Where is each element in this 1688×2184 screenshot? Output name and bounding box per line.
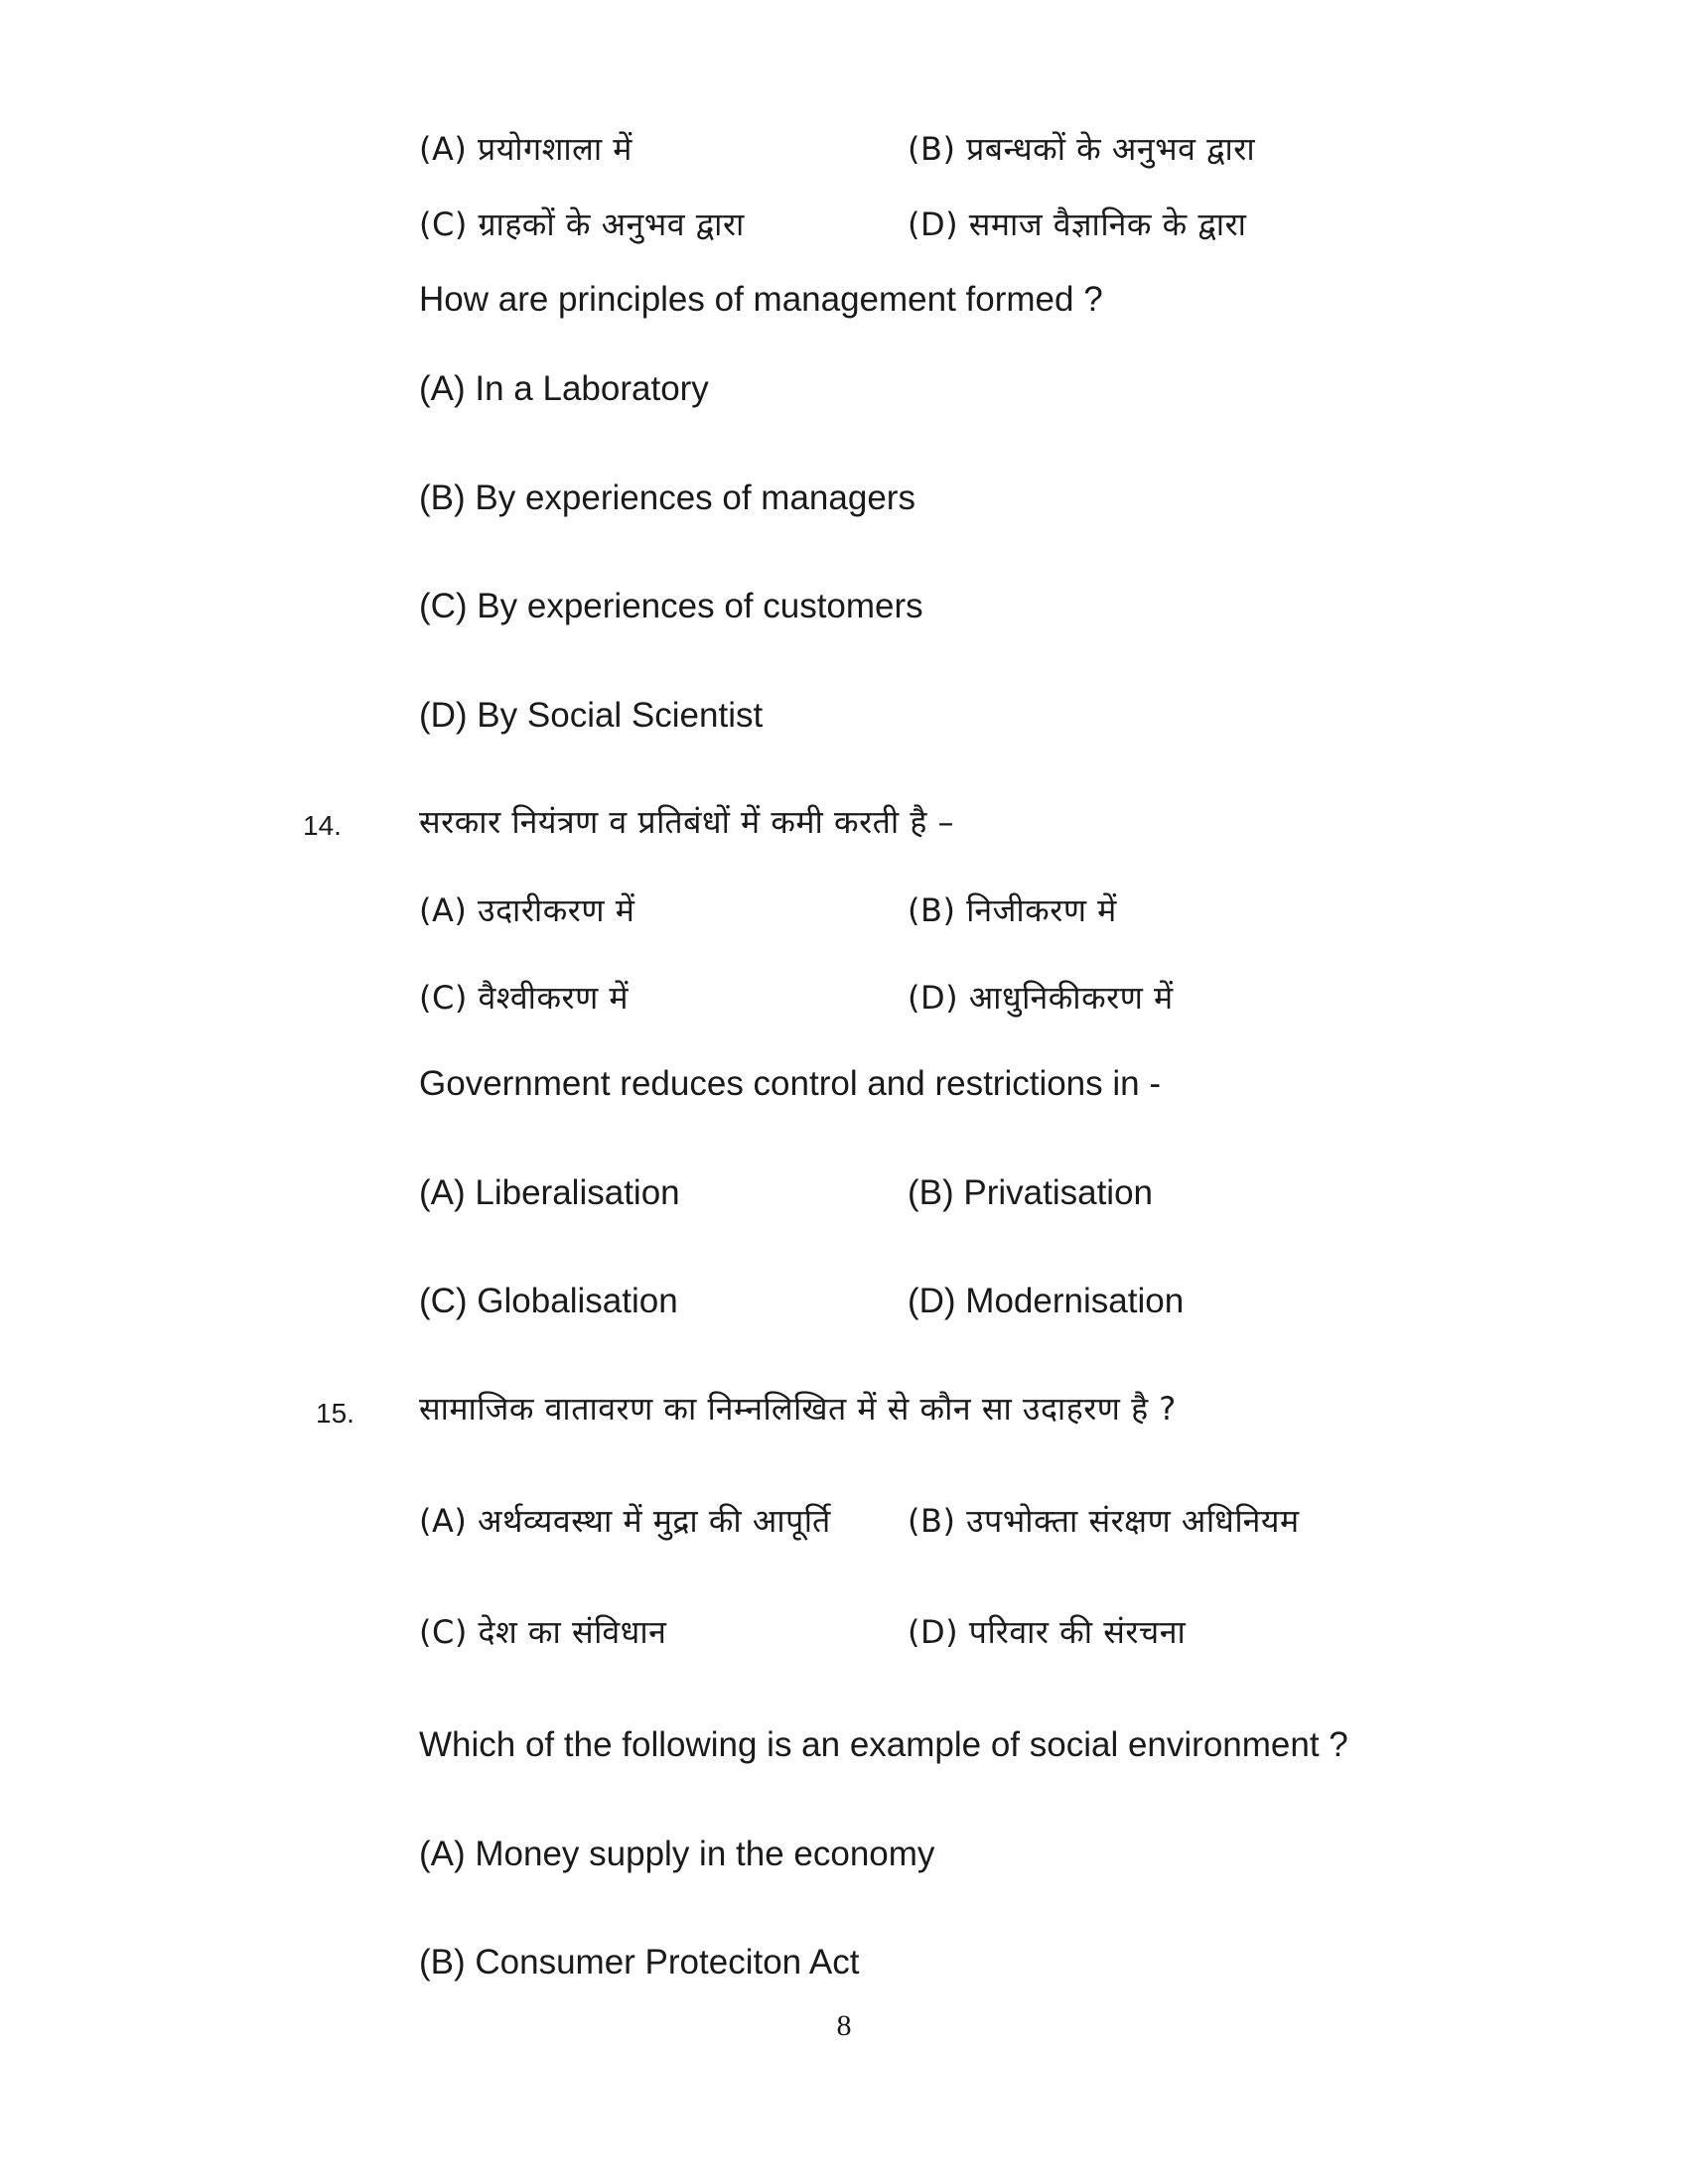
q14-english-option-c: (C) Globalisation [419,1282,678,1320]
q14-english-option-d: (D) Modernisation [908,1282,1185,1320]
q13-english-option-d: (D) By Social Scientist [419,696,764,735]
q13-english-option-b: (B) By experiences of managers [419,478,915,517]
q15-number: 15. [316,1398,354,1429]
q15-hindi-option-d: (D) परिवार की संरचना [908,1613,1187,1651]
q15-hindi-option-c: (C) देश का संविधान [419,1613,667,1651]
q13-hindi-option-b: (B) प्रबन्धकों के अनुभव द्वारा [908,130,1256,168]
q14-hindi-option-c: (C) वैश्वीकरण में [419,979,630,1017]
q13-hindi-option-d: (D) समाज वैज्ञानिक के द्वारा [908,205,1247,243]
q13-hindi-option-c: (C) ग्राहकों के अनुभव द्वारा [419,205,745,243]
q15-english-option-a: (A) Money supply in the economy [419,1835,935,1873]
q15-hindi-question: सामाजिक वातावरण का निम्नलिखित में से कौन सा उदाहरण है ? [419,1390,1177,1428]
q14-english-option-a: (A) Liberalisation [419,1173,680,1212]
q14-hindi-option-a: (A) उदारीकरण में [419,891,635,929]
page-number: 8 [836,2009,852,2042]
q14-hindi-option-d: (D) आधुनिकीकरण में [908,979,1174,1017]
q13-english-option-c: (C) By experiences of customers [419,587,923,625]
q13-hindi-option-a: (A) प्रयोगशाला में [419,130,633,168]
q14-english-question: Government reduces control and restrictions in - [419,1064,1161,1103]
q13-english-option-a: (A) In a Laboratory [419,369,709,408]
q14-english-option-b: (B) Privatisation [908,1173,1154,1212]
q15-hindi-option-a: (A) अर्थव्यवस्था में मुद्रा की आपूर्ति [419,1502,831,1540]
q14-number: 14. [303,810,342,841]
q14-hindi-option-b: (B) निजीकरण में [908,891,1117,929]
q13-english-question: How are principles of management formed ? [419,280,1103,319]
q15-hindi-option-b: (B) उपभोक्ता संरक्षण अधिनियम [908,1502,1300,1540]
q15-english-question: Which of the following is an example of social environment ? [419,1725,1348,1764]
q15-english-option-b: (B) Consumer Proteciton Act [419,1943,860,1981]
q14-hindi-question: सरकार नियंत्रण व प्रतिबंधों में कमी करती है – [419,803,955,841]
